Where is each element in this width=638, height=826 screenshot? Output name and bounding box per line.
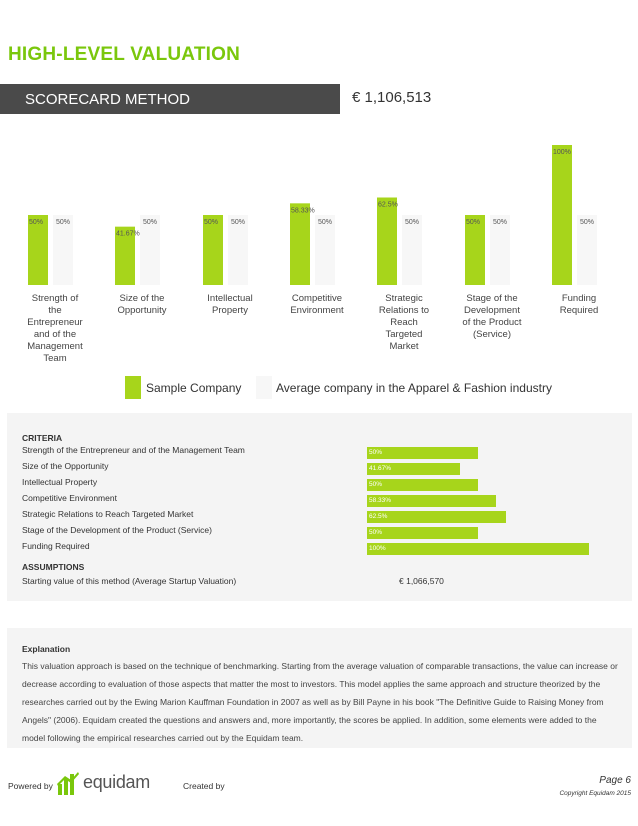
criteria-bar-label: 100%	[369, 545, 386, 552]
category-label: and of the	[33, 329, 77, 340]
legend-label-sample: Sample Company	[146, 381, 242, 395]
criteria-bar-label: 50%	[369, 529, 383, 536]
sample-bar-label: 50%	[466, 219, 481, 226]
page-title: HIGH-LEVEL VALUATION	[8, 44, 240, 65]
average-bar-label: 50%	[492, 219, 508, 226]
average-bar-label: 50%	[579, 219, 595, 226]
category-label: Relations to	[378, 305, 430, 316]
sample-bar-label: 50%	[204, 219, 219, 226]
criteria-heading: CRITERIA	[22, 433, 63, 443]
category-label: Required	[559, 305, 599, 316]
sample-bar	[290, 203, 310, 285]
category-label: Strategic	[385, 293, 423, 304]
criteria-label: Size of the Opportunity	[22, 461, 109, 471]
average-bar-label: 50%	[317, 219, 333, 226]
copyright: Copyright Equidam 2015	[559, 790, 631, 797]
category-label: the	[48, 305, 62, 316]
category-label: Entrepreneur	[27, 317, 83, 328]
scorecard-bar-chart	[0, 130, 638, 370]
category-label: Intellectual	[207, 293, 253, 304]
criteria-bar	[367, 463, 460, 475]
criteria-bar	[367, 479, 478, 491]
category-label: Property	[212, 305, 248, 316]
criteria-bar	[367, 495, 496, 507]
sample-bar	[377, 198, 397, 286]
category-label: Funding	[561, 293, 597, 304]
category-label: Targeted	[385, 329, 423, 340]
sample-bar-label: 58.33%	[291, 207, 315, 215]
category-label: Development	[464, 305, 520, 316]
category-label: (Service)	[472, 329, 512, 340]
criteria-bar-label: 41.67%	[369, 465, 392, 472]
criteria-label: Intellectual Property	[22, 477, 98, 487]
category-label: Market	[389, 341, 419, 352]
equidam-logo[interactable]	[56, 771, 156, 797]
method-label: SCORECARD METHOD	[25, 91, 191, 108]
explanation-title: Explanation	[22, 644, 71, 654]
criteria-bar-label: 50%	[369, 449, 383, 456]
starting-value-label: Starting value of this method (Average Startup Valuation)	[22, 576, 237, 586]
category-label: Team	[43, 353, 67, 364]
equidam-logo-text: equidam	[83, 772, 150, 792]
created-by-label: Created by	[183, 781, 225, 791]
criteria-label: Competitive Environment	[22, 493, 117, 503]
legend-label-average: Average company in the Apparel & Fashion industry	[276, 381, 552, 395]
criteria-bar	[367, 511, 506, 523]
average-bar-label: 50%	[55, 219, 71, 226]
category-label: Management	[27, 341, 83, 352]
category-label: Competitive	[291, 293, 343, 304]
powered-by-label: Powered by	[8, 781, 53, 791]
criteria-label: Strategic Relations to Reach Targeted Market	[22, 509, 194, 519]
sample-bar-label: 50%	[29, 219, 44, 226]
starting-value: € 1,066,570	[399, 576, 444, 586]
average-bar-label: 50%	[404, 219, 420, 226]
sample-bar-label: 41.67%	[116, 230, 140, 238]
category-label: Stage of the	[466, 293, 518, 304]
category-label: Size of the	[119, 293, 165, 304]
criteria-label: Funding Required	[22, 541, 90, 551]
explanation-text: This valuation approach is based on the technique of benchmarking. Starting from the average valuation of comparable transactions, the value can increase or decrease according to evaluation of those aspects that matter the most to investors. This model applies the same approach and structure theorized by the researches carried out by the Ewing Marion Kauffman Foundation in 2007 as well as by Bill Payne in his book "The Definitive Guide to Raising Money from Angels" (2006). Equidam created the questions and answers and, more importantly, the scores be applied. In addition, some elements were added to the model following the empirical researches carried out by the Equidam team.	[22, 661, 618, 743]
criteria-bar-label: 50%	[369, 481, 383, 488]
page-number: Page 6	[599, 775, 631, 786]
criteria-label: Strength of the Entrepreneur and of the Management Team	[22, 445, 245, 455]
average-bar-label: 50%	[230, 219, 246, 226]
sample-bar	[552, 145, 572, 285]
category-label: of the Product	[462, 317, 522, 328]
equidam-logo-icon	[56, 771, 80, 797]
method-title-band	[0, 84, 340, 114]
sample-bar-label: 62.5%	[378, 201, 398, 209]
criteria-panel	[7, 413, 632, 601]
criteria-bar	[367, 447, 478, 459]
average-bar-label: 50%	[142, 219, 158, 226]
chart-legend	[125, 376, 638, 400]
category-label: Opportunity	[117, 305, 167, 316]
category-label: Environment	[290, 305, 344, 316]
category-label: Strength of	[31, 293, 79, 304]
criteria-bar	[367, 543, 589, 555]
valuation-value: € 1,106,513	[352, 89, 432, 106]
criteria-bar-label: 62.5%	[369, 513, 388, 520]
legend-swatch-sample	[125, 376, 141, 399]
legend-swatch-average	[256, 376, 272, 399]
assumptions-heading: ASSUMPTIONS	[22, 562, 85, 572]
category-label: Reach	[390, 317, 418, 328]
criteria-bar-label: 58.33%	[369, 497, 392, 504]
explanation-panel	[7, 628, 632, 748]
sample-bar-label: 100%	[553, 149, 571, 156]
criteria-label: Stage of the Development of the Product (Service)	[22, 525, 212, 535]
criteria-bar	[367, 527, 478, 539]
